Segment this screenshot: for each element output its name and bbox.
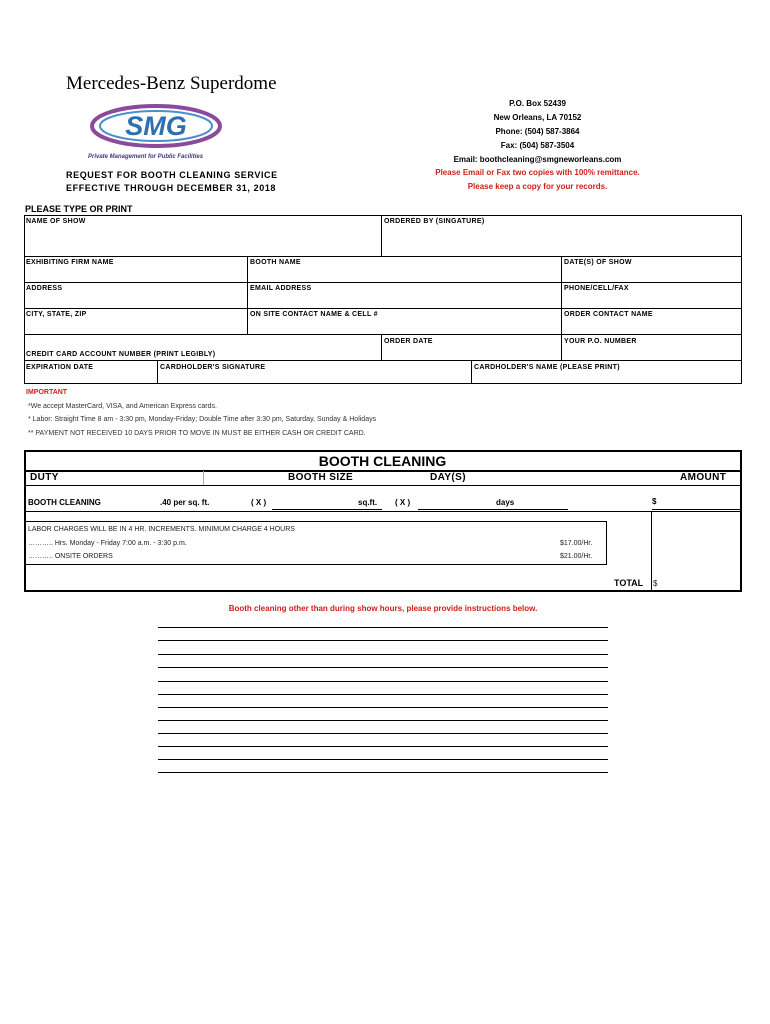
expiration-date-field[interactable]: EXPIRATION DATE — [26, 364, 94, 371]
amount-input-line[interactable] — [652, 509, 742, 510]
col-days: DAY(S) — [430, 472, 466, 483]
logo-text: SMG — [125, 111, 187, 141]
important-note-labor: * Labor: Straight Time 8 am - 3:30 pm, Monday-Friday; Double Time after 3:30 pm, Saturday, Sunday & Holidays — [28, 416, 377, 423]
smg-logo-icon — [88, 102, 228, 152]
instruction-line[interactable] — [158, 667, 608, 668]
multiply-sign-2: ( X ) — [395, 498, 411, 507]
instructions-heading: Booth cleaning other than during show hours, please provide instructions below. — [228, 604, 538, 613]
email-address-field[interactable]: EMAIL ADDRESS — [250, 285, 312, 292]
instruction-line[interactable] — [158, 640, 608, 641]
col-duty: DUTY — [30, 472, 59, 483]
booth-cleaning-row-label: BOOTH CLEANING — [28, 498, 101, 507]
multiply-sign-1: ( X ) — [251, 498, 267, 507]
total-label: TOTAL — [614, 578, 644, 588]
onsite-contact-field[interactable]: ON SITE CONTACT NAME & CELL # — [250, 311, 378, 318]
po-number-field[interactable]: YOUR P.O. NUMBER — [564, 338, 637, 345]
instruction-line[interactable] — [158, 627, 608, 628]
ordered-by-field[interactable]: ORDERED BY (SINGATURE) — [384, 218, 485, 225]
amount-dollar: $ — [652, 497, 657, 506]
labor-charges-note: LABOR CHARGES WILL BE IN 4 HR. INCREMENTS. MINIMUM CHARGE 4 HOURS — [28, 526, 295, 533]
contact-city: New Orleans, LA 70152 — [493, 113, 582, 122]
days-input-line[interactable] — [418, 509, 568, 510]
contact-fax: Fax: (504) 587-3504 — [500, 141, 575, 150]
venue-title: Mercedes-Benz Superdome — [66, 73, 277, 94]
hours-line: ……….. Hrs. Monday - Friday 7:00 a.m. - 3:30 p.m. — [28, 540, 187, 547]
contact-email[interactable]: Email: boothcleaning@smgneworleans.com — [453, 155, 622, 164]
booth-cleaning-title: BOOTH CLEANING — [318, 453, 447, 469]
contact-po-box: P.O. Box 52439 — [509, 99, 566, 108]
contact-phone: Phone: (504) 587-3864 — [495, 127, 580, 136]
form-effective-date: EFFECTIVE THROUGH DECEMBER 31, 2018 — [66, 183, 277, 193]
cardholder-name-field[interactable]: CARDHOLDER'S NAME (PLEASE PRINT) — [474, 364, 620, 371]
onsite-price: $21.00/Hr. — [560, 553, 593, 560]
city-state-zip-field[interactable]: CITY, STATE, ZIP — [26, 311, 87, 318]
order-date-field[interactable]: ORDER DATE — [384, 338, 433, 345]
order-contact-field[interactable]: ORDER CONTACT NAME — [564, 311, 653, 318]
copy-note: Please keep a copy for your records. — [467, 182, 608, 191]
dates-of-show-field[interactable]: DATE(S) OF SHOW — [564, 259, 632, 266]
rate-text: .40 per sq. ft. — [160, 498, 210, 507]
col-booth-size: BOOTH SIZE — [288, 472, 354, 483]
instruction-line[interactable] — [158, 720, 608, 721]
hours-price: $17.00/Hr. — [560, 540, 593, 547]
phone-cell-fax-field[interactable]: PHONE/CELL/FAX — [564, 285, 629, 292]
exhibiting-firm-field[interactable]: EXHIBITING FIRM NAME — [26, 259, 114, 266]
sqft-input-line[interactable] — [272, 509, 382, 510]
please-type-label: PLEASE TYPE OR PRINT — [25, 204, 133, 214]
instruction-line[interactable] — [158, 694, 608, 695]
col-amount: AMOUNT — [680, 472, 727, 483]
instruction-line[interactable] — [158, 759, 608, 760]
instruction-line[interactable] — [158, 772, 608, 773]
onsite-orders-line: ……….. ONSITE ORDERS — [28, 553, 113, 560]
address-field[interactable]: ADDRESS — [26, 285, 63, 292]
name-of-show-field[interactable]: NAME OF SHOW — [26, 218, 86, 225]
booth-name-field[interactable]: BOOTH NAME — [250, 259, 301, 266]
instruction-line[interactable] — [158, 733, 608, 734]
total-dollar: $ — [653, 579, 658, 588]
instruction-line[interactable] — [158, 707, 608, 708]
important-heading: IMPORTANT — [26, 389, 68, 396]
days-unit: days — [496, 498, 515, 507]
important-note-payment: ** PAYMENT NOT RECEIVED 10 DAYS PRIOR TO MOVE IN MUST BE EITHER CASH OR CREDIT CARD. — [28, 430, 366, 437]
instruction-line[interactable] — [158, 746, 608, 747]
cardholder-signature-field[interactable]: CARDHOLDER'S SIGNATURE — [160, 364, 266, 371]
form-title: REQUEST FOR BOOTH CLEANING SERVICE — [66, 170, 278, 180]
instruction-line[interactable] — [158, 681, 608, 682]
credit-card-field[interactable]: CREDIT CARD ACCOUNT NUMBER (PRINT LEGIBLY) — [26, 351, 216, 358]
logo-tagline: Private Management for Public Facilities — [88, 154, 204, 160]
remittance-note: Please Email or Fax two copies with 100% remittance. — [435, 168, 640, 177]
order-info-form — [24, 215, 742, 384]
sqft-unit: sq.ft. — [358, 498, 378, 507]
instruction-line[interactable] — [158, 654, 608, 655]
important-note-cards: *We accept MasterCard, VISA, and American Express cards. — [28, 403, 217, 410]
